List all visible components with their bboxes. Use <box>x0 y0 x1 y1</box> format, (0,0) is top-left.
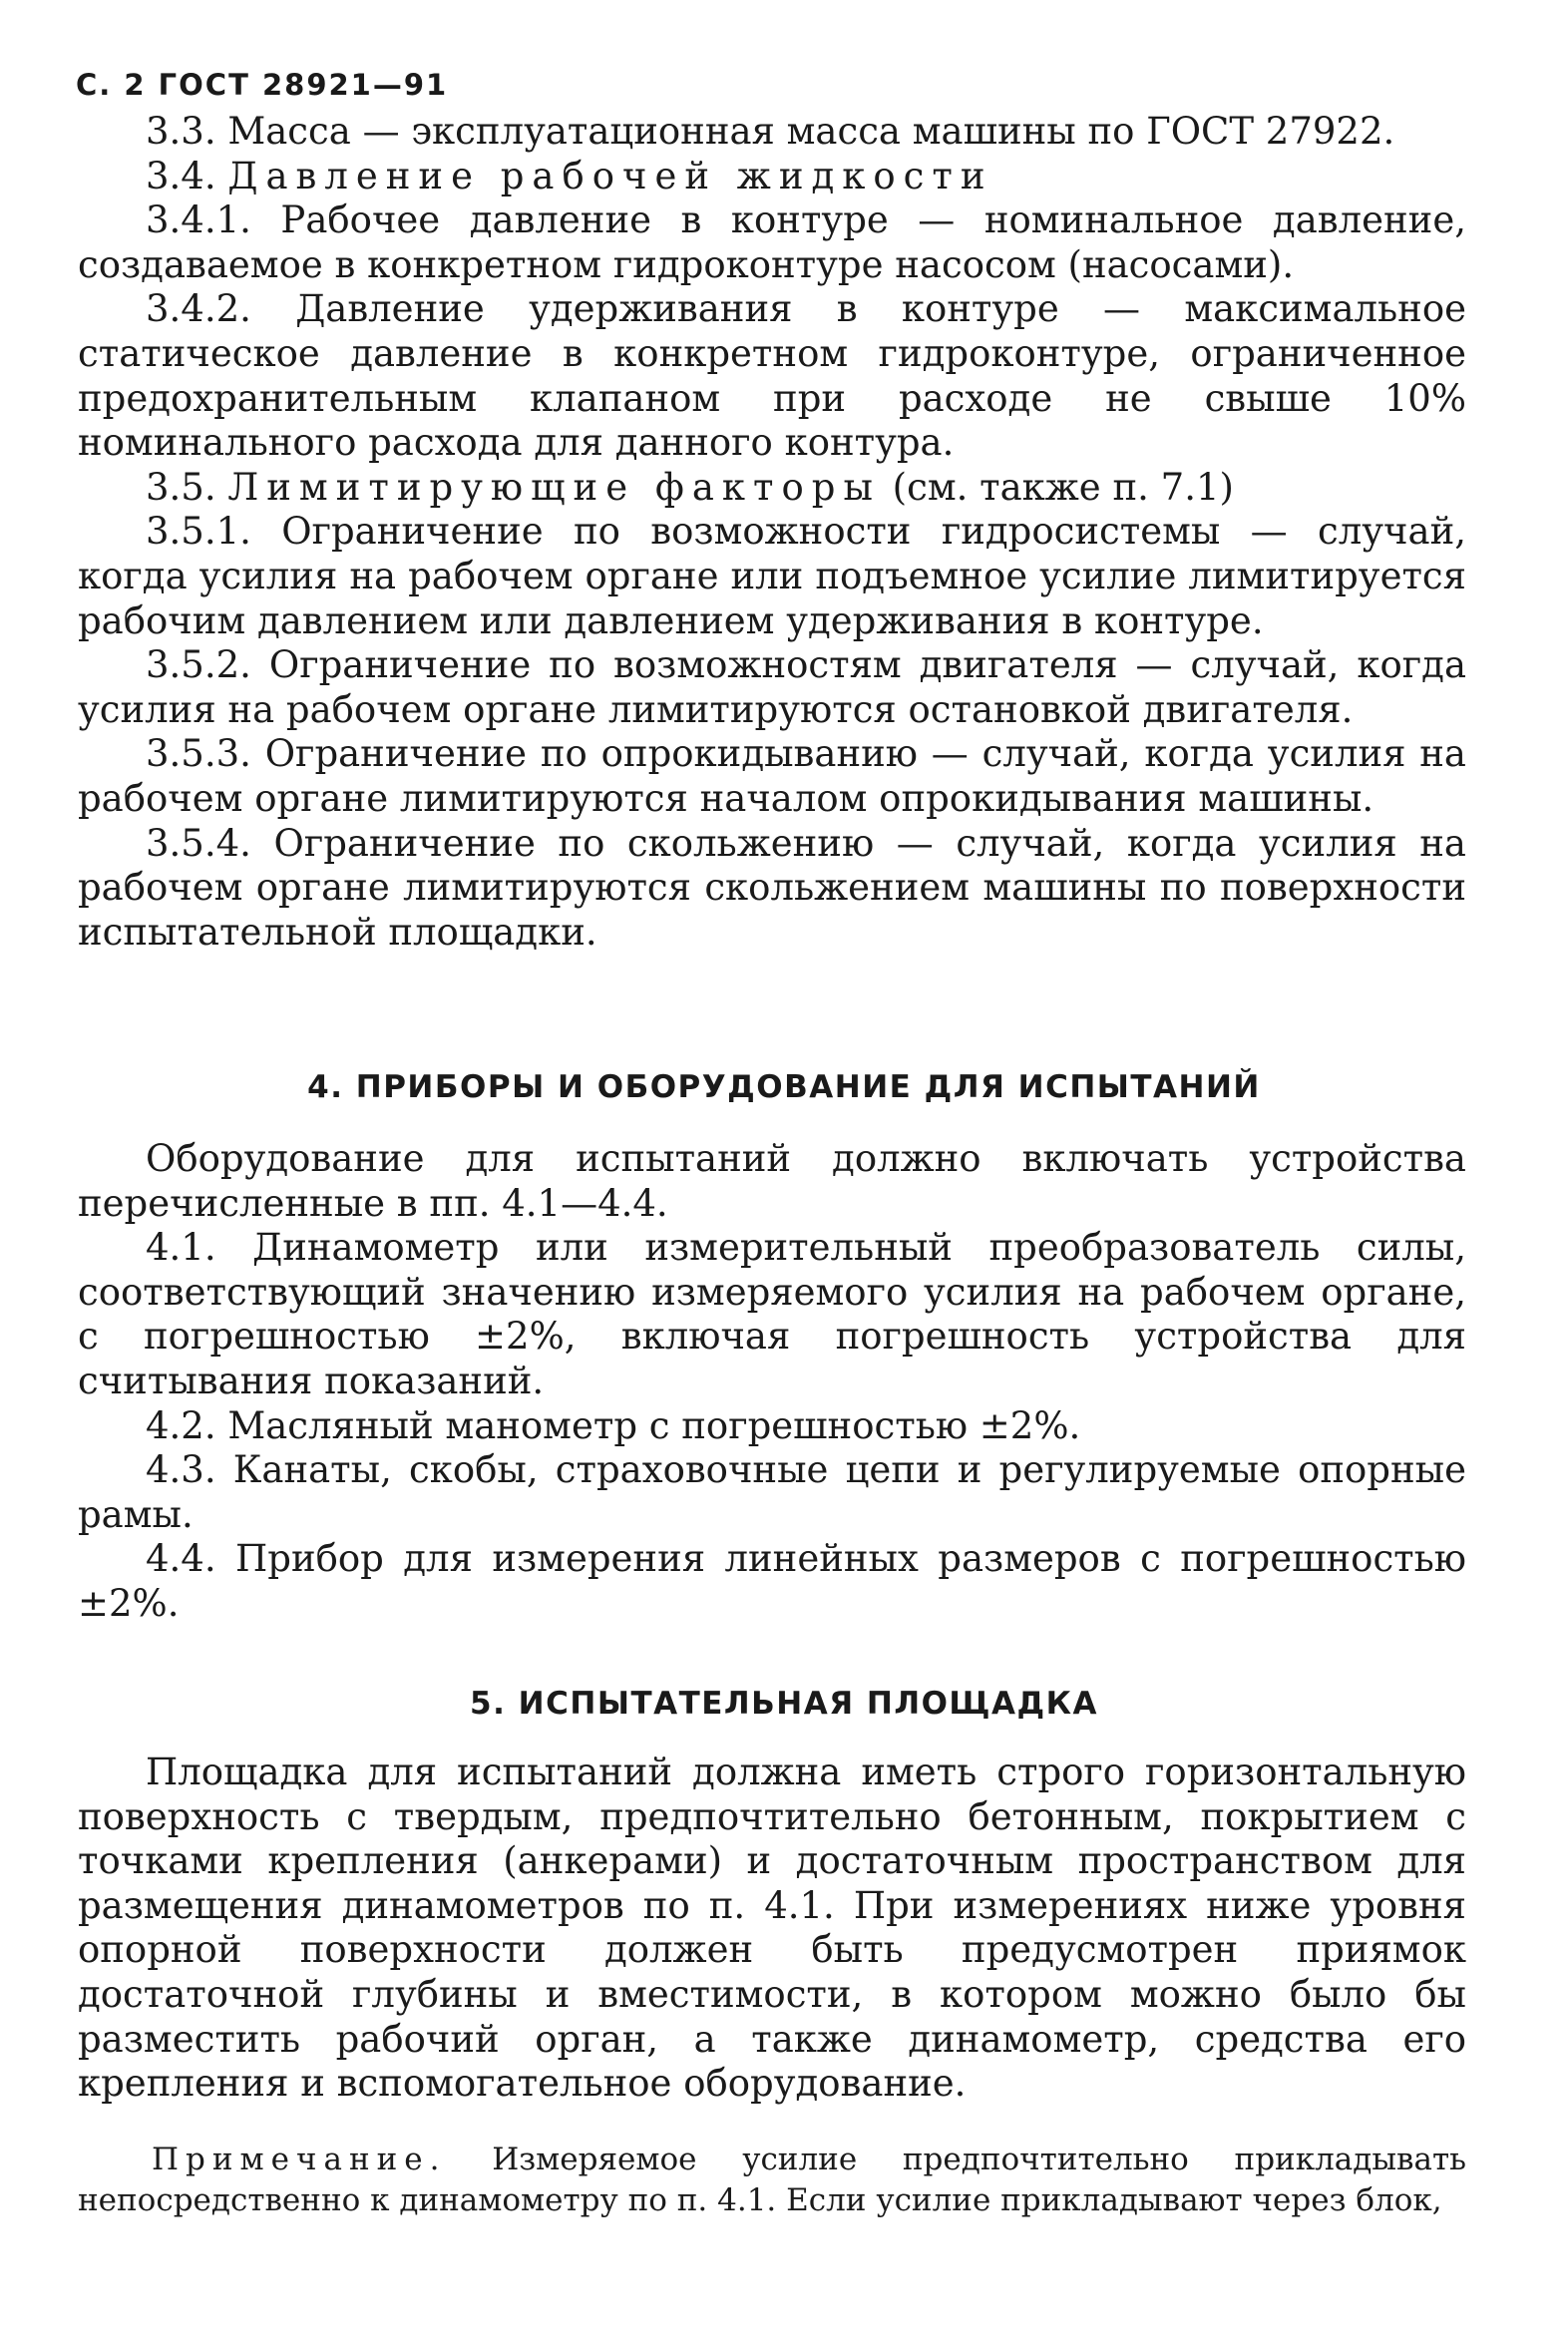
paragraph-4-2: 4.2. Масляный манометр с погрешностью ±2%. <box>146 1403 1081 1447</box>
paragraph-3-5-number: 3.5. <box>146 465 216 509</box>
paragraph-3-5-reference: (см. также п. 7.1) <box>892 465 1234 509</box>
paragraph-3-4-title: Давление рабочей жидкости <box>227 154 993 197</box>
paragraph-3-4-2: 3.4.2. Давление удерживания в контуре — максимальное статическое давление в конкретном гидроконтуре, ограниченное предохранительным клапаном при расходе не свыше 10% номинального расхода для данного контура. <box>78 287 1466 465</box>
paragraph-3-5-3: 3.5.3. Ограничение по опрокидыванию — случай, когда усилия на рабочем органе лимитируются началом опрокидывания машины. <box>78 732 1466 820</box>
paragraph-4-4: 4.4. Прибор для измерения линейных размеров с погрешностью ±2%. <box>78 1537 1466 1625</box>
paragraph-3-5-1: 3.5.1. Ограничение по возможности гидросистемы — случай, когда усилия на рабочем органе или подъемное усилие лимитируется рабочим давлением или давлением удерживания в контуре. <box>78 510 1466 642</box>
section-5-heading: 5. ИСПЫТАТЕЛЬНАЯ ПЛОЩАДКА <box>470 1686 1098 1722</box>
section-5-block <box>78 1751 1466 2107</box>
paragraph-3-4 <box>78 155 1466 199</box>
section-4-heading: 4. ПРИБОРЫ И ОБОРУДОВАНИЕ ДЛЯ ИСПЫТАНИЙ <box>307 1069 1261 1105</box>
paragraph-3-5-4: 3.5.4. Ограничение по скольжению — случай, когда усилия на рабочем органе лимитируются скольжением машины по поверхности испытательной площадки. <box>78 821 1466 954</box>
paragraph-3-5 <box>78 466 1466 511</box>
paragraph-3-5-2: 3.5.2. Ограничение по возможностям двигателя — случай, когда усилия на рабочем органе лимитируются остановкой двигателя. <box>78 643 1466 731</box>
section-3-block <box>78 110 1466 955</box>
paragraph-3-4-1: 3.4.1. Рабочее давление в контуре — номинальное давление, создаваемое в конкретном гидроконтуре насосом (насосами). <box>78 198 1466 286</box>
paragraph-4-3: 4.3. Канаты, скобы, страховочные цепи и регулируемые опорные рамы. <box>78 1448 1466 1536</box>
paragraph-3-3: 3.3. Масса — эксплуатационная масса машины по ГОСТ 27922. <box>146 110 1395 153</box>
note-text: Измеряемое усилие предпочтительно прикладывать непосредственно к динамометру по п. 4.1. Если усилие прикладывают через блок, <box>78 2142 1466 2218</box>
note-paragraph <box>78 2140 1466 2221</box>
note-label: Примечание. <box>152 2142 447 2177</box>
section-4-intro: Оборудование для испытаний должно включать устройства перечисленные в пп. 4.1—4.4. <box>78 1137 1466 1225</box>
paragraph-3-5-title: Лимитирующие факторы <box>227 465 881 509</box>
section-5-body: Площадка для испытаний должна иметь строго горизонтальную поверхность с твердым, предпочтительно бетонным, покрытием с точками крепления (анкерами) и достаточным пространством для размещения динамометров по п. 4.1. При измерениях ниже уровня опорной поверхности должен быть предусмотрен приямок достаточной глубины и вместимости, в котором можно было бы разместить рабочий орган, а также динамометр, средства его крепления и вспомогательное оборудование. <box>78 1751 1466 2106</box>
paragraph-3-4-number: 3.4. <box>146 154 216 197</box>
page-header: С. 2 ГОСТ 28921—91 <box>76 68 449 102</box>
section-4-block <box>78 1137 1466 1627</box>
paragraph-4-1: 4.1. Динамометр или измерительный преобразователь силы, соответствующий значению измеряемого усилия на рабочем органе, с погрешностью ±2%, включая погрешность устройства для считывания показаний. <box>78 1226 1466 1402</box>
